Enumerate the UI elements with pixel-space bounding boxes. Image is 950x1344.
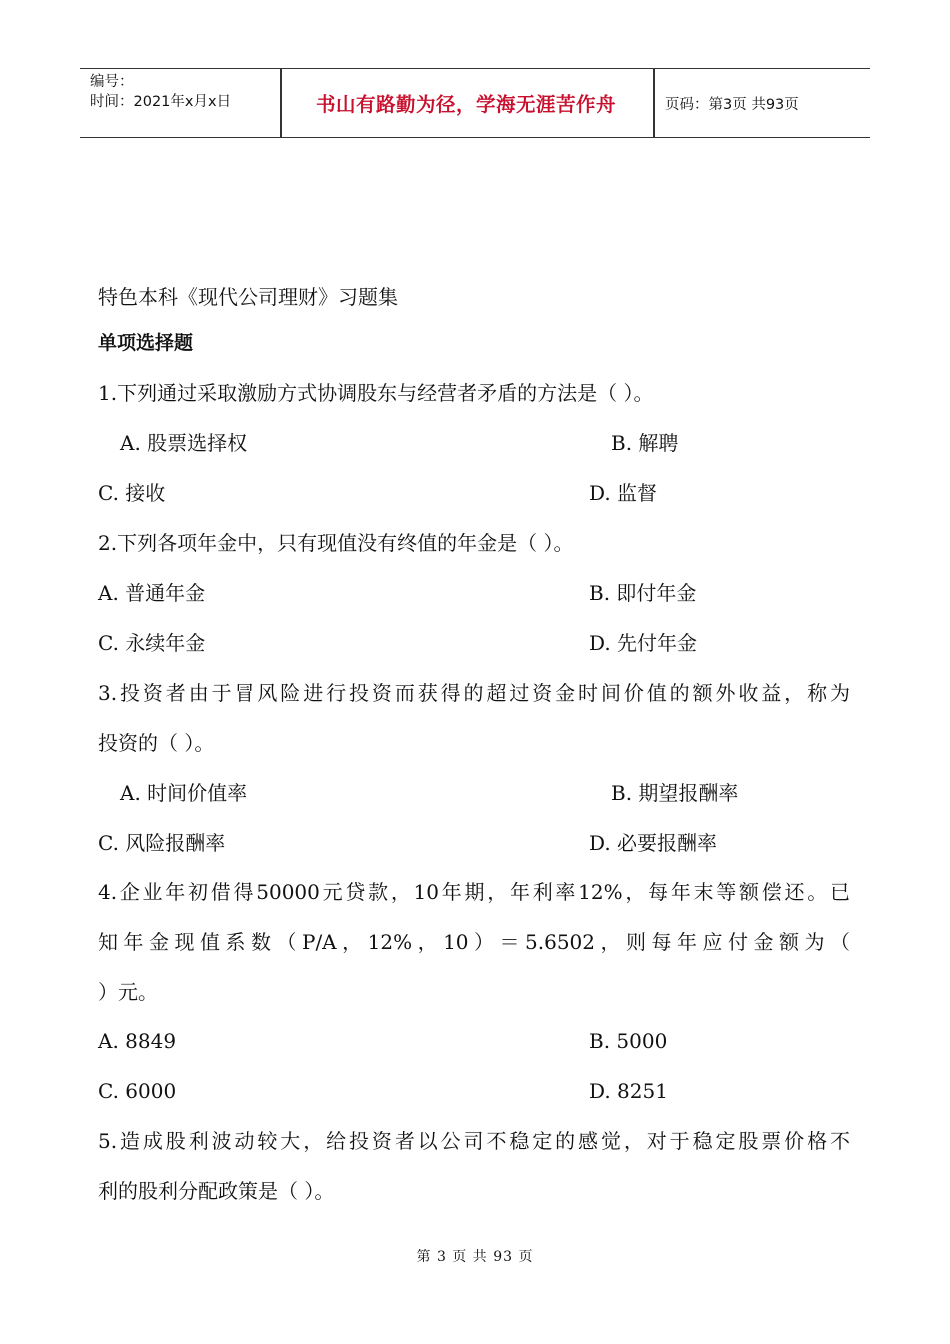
doc-title: 特色本科《现代公司理财》习题集 [98, 285, 398, 309]
question-2-option-b: B. 即付年金 [589, 581, 697, 605]
page-header-table [80, 68, 870, 138]
question-2-option-d: D. 先付年金 [589, 631, 698, 655]
question-3-stem-line-2: 投资的（ ）。 [98, 731, 215, 755]
question-3-stem-line-1: 3.投资者由于冒风险进行投资而获得的超过资金时间价值的额外收益，称为 [98, 681, 850, 705]
header-meta [90, 72, 231, 112]
question-3-option-b: B. 期望报酬率 [611, 781, 739, 805]
question-1-option-c: C. 接收 [98, 481, 166, 505]
question-4-option-a: A. 8849 [98, 1029, 177, 1053]
section-title: 单项选择题 [98, 332, 194, 354]
question-3-option-d: D. 必要报酬率 [589, 831, 718, 855]
doc-time-label: 时间：2021年x月x日 [90, 94, 232, 110]
doc-number-label: 编号： [90, 74, 134, 90]
question-4-stem-line-3: ）元。 [98, 980, 158, 1004]
question-5-stem-line-1: 5.造成股利波动较大，给投资者以公司不稳定的感觉，对于稳定股票价格不 [98, 1129, 850, 1153]
question-3-option-c: C. 风险报酬率 [98, 831, 226, 855]
question-1-option-d: D. 监督 [589, 481, 658, 505]
header-page-label: 页码：第3页 共93页 [665, 97, 799, 113]
header-motto: 书山有路勤为径，学海无涯苦作舟 [315, 93, 616, 116]
question-4-option-c: C. 6000 [98, 1079, 177, 1103]
question-3-option-a: A. 时间价值率 [120, 781, 248, 805]
question-5-stem-line-2: 利的股利分配政策是（ ）。 [98, 1179, 335, 1203]
question-1-stem: 1.下列通过采取激励方式协调股东与经营者矛盾的方法是（ ）。 [98, 381, 654, 405]
page-footer: 第 3 页 共 93 页 [416, 1249, 534, 1265]
question-4-option-b: B. 5000 [589, 1029, 668, 1053]
question-1-option-a: A. 股票选择权 [120, 431, 248, 455]
question-2-stem: 2.下列各项年金中，只有现值没有终值的年金是（ ）。 [98, 531, 574, 555]
question-4-stem-line-1: 4.企业年初借得50000元贷款，10年期，年利率12%，每年末等额偿还。已 [98, 880, 850, 904]
question-4-option-d: D. 8251 [589, 1079, 668, 1103]
question-2-option-c: C. 永续年金 [98, 631, 206, 655]
question-2-option-a: A. 普通年金 [98, 581, 206, 605]
question-4-stem-line-2: 知年金现值系数（P/A，12%，10）＝5.6502，则每年应付金额为（ [98, 930, 850, 954]
header-divider [653, 69, 655, 137]
question-1-option-b: B. 解聘 [611, 431, 679, 455]
